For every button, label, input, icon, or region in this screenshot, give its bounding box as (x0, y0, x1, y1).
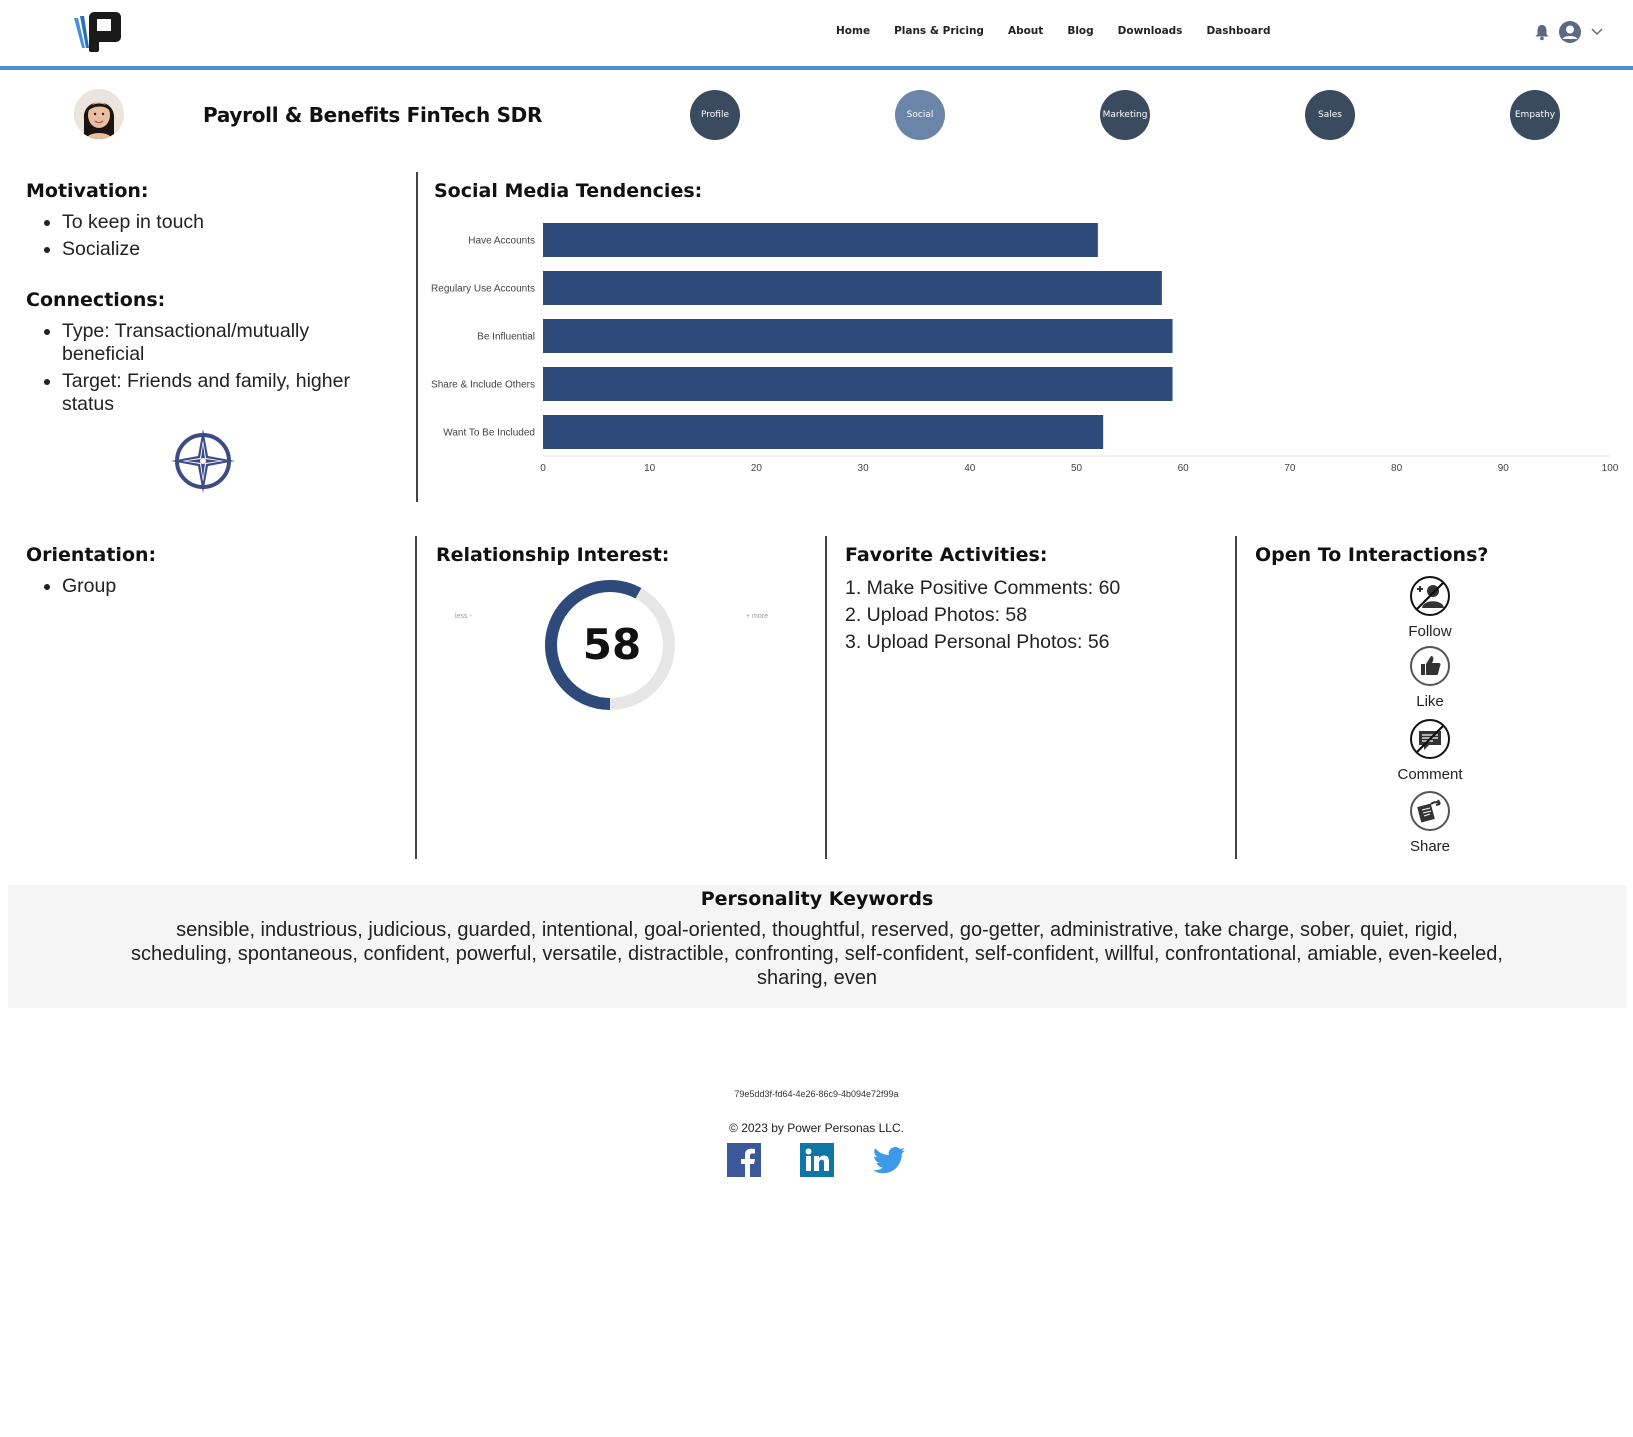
nav-plans-pricing[interactable]: Plans & Pricing (894, 25, 984, 37)
list-item: • Group (62, 575, 386, 598)
list-item: • Type: Transactional/mutually beneficial (62, 320, 386, 366)
x-tick-label: 100 (1601, 463, 1619, 474)
compass-icon (170, 428, 236, 494)
x-tick-label: 70 (1284, 463, 1296, 474)
nav-blog[interactable]: Blog (1067, 25, 1094, 37)
chevron-down-icon[interactable] (1590, 27, 1604, 37)
bar (543, 415, 1103, 449)
x-tick-label: 30 (857, 463, 869, 474)
interaction-share (1385, 790, 1475, 855)
bar (543, 223, 1098, 257)
x-tick-label: 80 (1391, 463, 1403, 474)
gauge-more-label: + more (746, 613, 768, 620)
tab-sales[interactable]: Sales (1305, 90, 1355, 140)
linkedin-icon[interactable] (800, 1143, 834, 1177)
activities-heading: Favorite Activities: (845, 544, 1048, 566)
interaction-label: Follow (1408, 623, 1452, 640)
share-icon (1409, 790, 1451, 832)
keywords-heading: Personality Keywords (700, 888, 934, 910)
activities-list (845, 575, 1120, 656)
motivation-list (26, 211, 386, 265)
footer-persona-id: 79e5dd3f-fd64-4e26-86c9-4b094e72f99a (734, 1089, 899, 1099)
follow-blocked-icon (1409, 575, 1451, 617)
list-item: • Socialize (62, 238, 386, 261)
persona-title: Payroll & Benefits FinTech SDR (203, 103, 543, 127)
divider (825, 536, 827, 859)
bar (543, 271, 1162, 305)
connections-list (26, 320, 386, 420)
divider (416, 172, 418, 502)
interaction-label: Comment (1397, 766, 1463, 783)
facebook-icon[interactable] (727, 1143, 761, 1177)
divider (1235, 536, 1237, 859)
tab-empathy[interactable]: Empathy (1510, 90, 1560, 140)
tab-social[interactable]: Social (895, 90, 945, 140)
persona-avatar (74, 89, 124, 139)
x-tick-label: 60 (1177, 463, 1189, 474)
connections-heading: Connections: (26, 289, 166, 311)
thumbs-up-icon (1409, 645, 1451, 687)
footer-copyright: © 2023 by Power Personas LLC. (729, 1121, 904, 1135)
interaction-follow (1385, 575, 1475, 640)
category-label: Share & Include Others (431, 379, 535, 391)
twitter-icon[interactable] (873, 1143, 907, 1177)
nav-downloads[interactable]: Downloads (1117, 25, 1183, 37)
top-header (0, 0, 1633, 70)
list-item: 2. Upload Photos: 58 (845, 604, 1028, 626)
tab-profile[interactable]: Profile (690, 90, 740, 140)
list-item: • To keep in touch (62, 211, 386, 234)
bell-icon[interactable] (1534, 23, 1550, 41)
comment-blocked-icon (1409, 718, 1451, 760)
social-media-bar-chart (420, 205, 1620, 485)
list-item: 1. Make Positive Comments: 60 (845, 577, 1121, 599)
nav-about[interactable]: About (1007, 25, 1044, 37)
nav-dashboard[interactable]: Dashboard (1206, 25, 1271, 37)
keywords-text: sensible, industrious, judicious, guarded, intentional, goal-oriented, thoughtful, reserved, go-getter, administrative, take charge, sober, quiet, rigid, scheduling, spontaneous, confident, powerful, versatile, distractible, confronting, self-confident, self-confident, willful, confrontational, amiable, even-keeled, sharing, even (131, 919, 1503, 989)
interaction-label: Share (1409, 838, 1451, 855)
tab-marketing[interactable]: Marketing (1100, 90, 1150, 140)
divider (415, 536, 417, 859)
main-nav (836, 25, 1294, 37)
category-label: Have Accounts (468, 235, 535, 247)
relationship-heading: Relationship Interest: (436, 544, 670, 566)
interaction-label: Like (1416, 693, 1444, 710)
power-personas-logo[interactable] (72, 10, 128, 54)
interaction-comment (1385, 718, 1475, 783)
x-tick-label: 0 (540, 463, 546, 474)
orientation-list (26, 575, 386, 602)
category-label: Be Influential (477, 331, 535, 343)
personality-keywords-panel (8, 885, 1626, 1008)
social-media-heading: Social Media Tendencies: (434, 180, 703, 202)
x-tick-label: 90 (1497, 463, 1509, 474)
interaction-like (1385, 645, 1475, 710)
motivation-heading: Motivation: (26, 180, 149, 202)
bar (543, 367, 1173, 401)
relationship-gauge (540, 575, 680, 715)
category-label: Want To Be Included (443, 427, 535, 439)
list-item: • Target: Friends and family, higher status (62, 370, 386, 416)
x-tick-label: 40 (964, 463, 976, 474)
bar (543, 319, 1173, 353)
header-actions (1534, 20, 1604, 44)
orientation-heading: Orientation: (26, 544, 157, 566)
user-avatar-icon[interactable] (1558, 20, 1582, 44)
nav-home[interactable]: Home (836, 25, 871, 37)
list-item: 3. Upload Personal Photos: 56 (845, 631, 1110, 653)
x-tick-label: 50 (1070, 463, 1083, 474)
gauge-value: 58 (582, 620, 642, 669)
interactions-heading: Open To Interactions? (1255, 544, 1489, 566)
x-tick-label: 20 (750, 463, 762, 474)
category-label: Regulary Use Accounts (431, 283, 535, 295)
gauge-less-label: less - (455, 613, 472, 620)
x-tick-label: 10 (644, 463, 656, 474)
